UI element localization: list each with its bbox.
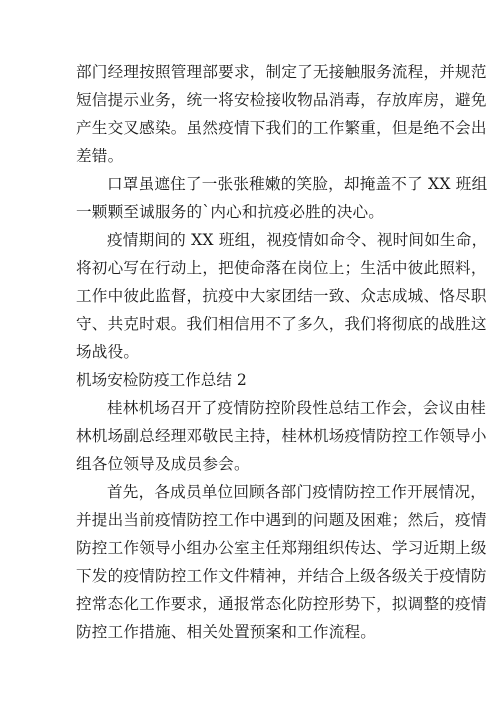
text-line: 防控工作领导小组办公室主任郑翔组织传达、学习近期上级: [76, 539, 487, 557]
paragraph-meeting-intro: [76, 394, 487, 478]
text-line: 桂林机场召开了疫情防控阶段性总结工作会，会议由桂: [107, 399, 487, 417]
paragraph-mask-smiles: [76, 170, 488, 226]
text-line: 组各位领导及成员参会。: [76, 455, 250, 473]
text-line: 口罩虽遮住了一张张稚嫩的笑脸，却掩盖不了 XX 班组: [107, 175, 488, 193]
text-line: 一颗颗至诚服务的`内心和抗疫必胜的决心。: [76, 203, 385, 221]
text-line: 短信提示业务，统一将安检接收物品消毒，存放库房，避免: [76, 91, 487, 109]
text-line: 控常态化工作要求，通报常态化防控形势下，拟调整的疫情: [76, 595, 487, 613]
paragraph-distancing-procedures: [76, 58, 487, 170]
text-line: 差错。: [76, 147, 124, 165]
text-line: 并提出当前疫情防控工作中遇到的问题及困难；然后，疫情: [76, 511, 487, 529]
document-page: [76, 58, 488, 646]
text-line: 产生交叉感染。虽然疫情下我们的工作繁重，但是绝不会出: [76, 119, 487, 137]
paragraph-meeting-review: [76, 478, 487, 646]
paragraph-team-during-epidemic: [76, 226, 488, 366]
text-line: 首先，各成员单位回顾各部门疫情防控工作开展情况，: [107, 483, 487, 501]
section-heading: 机场安检防疫工作总结 2: [76, 371, 247, 389]
text-line: 将初心写在行动上，把使命落在岗位上；生活中彼此照料，: [76, 259, 487, 277]
text-line: 下发的疫情防控工作文件精神，并结合上级各级关于疫情防: [76, 567, 487, 585]
text-line: 场战役。: [76, 343, 140, 361]
text-line: 工作中彼此监督，抗疫中大家团结一致、众志成城、恪尽职: [76, 287, 487, 305]
text-line: 守、共克时艰。我们相信用不了多久，我们将彻底的战胜这: [76, 315, 487, 333]
text-line: 林机场副总经理邓敬民主持，桂林机场疫情防控工作领导小: [76, 427, 487, 445]
text-line: 疫情期间的 XX 班组，视疫情如命令、视时间如生命，: [107, 231, 488, 249]
text-line: 部门经理按照管理部要求，制定了无接触服务流程，并规范: [76, 63, 487, 81]
text-line: 防控工作措施、相关处置预案和工作流程。: [76, 623, 377, 641]
